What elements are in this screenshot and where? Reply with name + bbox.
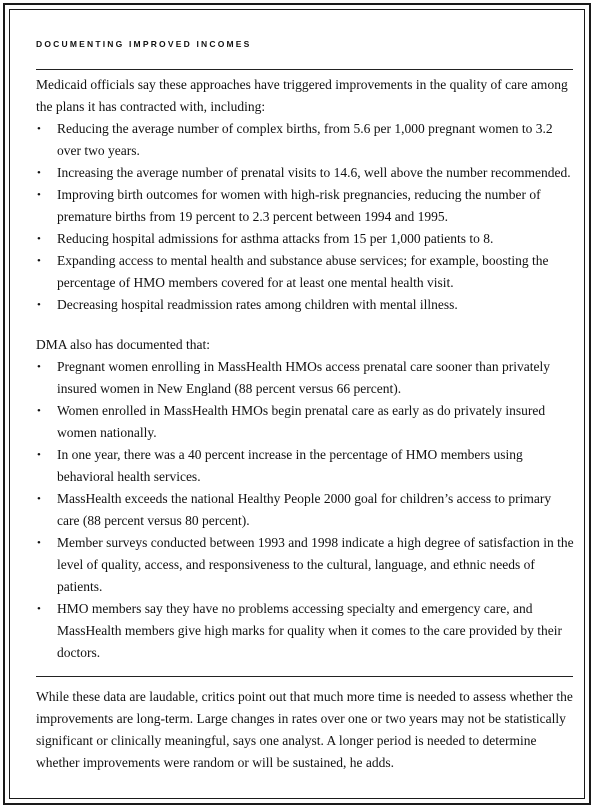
- bullet-icon: •: [37, 493, 41, 505]
- list-item: • Women enrolled in MassHealth HMOs begin prenatal care as early as do privately insured women nationally.: [36, 400, 576, 444]
- bullet-icon: •: [37, 233, 41, 245]
- list-item: • MassHealth exceeds the national Healthy People 2000 goal for children’s access to primary care (88 percent versus 80 percent).: [36, 488, 576, 532]
- bullet-icon: •: [37, 537, 41, 549]
- list-item: • Member surveys conducted between 1993 and 1998 indicate a high degree of satisfaction in the level of quality, access, and responsiveness to the cultural, language, and ethnic needs of patients.: [36, 532, 576, 598]
- top-divider: [36, 69, 573, 70]
- list-item: • Decreasing hospital readmission rates among children with mental illness.: [36, 294, 576, 316]
- closing-paragraph: While these data are laudable, critics point out that much more time is needed to assess whether the improvements are long-term. Large changes in rates over one or two years may not be statistically significant or clinically meaningful, says one analyst. A longer period is needed to determine whether improvements were random or will be sustained, he adds.: [36, 689, 573, 770]
- list-item: • Reducing hospital admissions for asthma attacks from 15 per 1,000 patients to 8.: [36, 228, 576, 250]
- documented-findings-list: [36, 356, 576, 664]
- list-item: • Increasing the average number of prenatal visits to 14.6, well above the number recommended.: [36, 162, 576, 184]
- list-item: • Expanding access to mental health and substance abuse services; for example, boosting the percentage of HMO members covered for at least one mental health visit.: [36, 250, 576, 294]
- list-item: • Pregnant women enrolling in MassHealth HMOs access prenatal care sooner than privately insured women in New England (88 percent versus 66 percent).: [36, 356, 576, 400]
- bottom-divider: [36, 676, 573, 677]
- improvements-list: [36, 118, 576, 316]
- bullet-icon: •: [37, 299, 41, 311]
- bullet-icon: •: [37, 255, 41, 267]
- bullet-icon: •: [37, 449, 41, 461]
- list-item: • HMO members say they have no problems accessing specialty and emergency care, and MassHealth members give high marks for quality when it comes to the care provided by their doctors.: [36, 598, 576, 664]
- bullet-icon: •: [37, 361, 41, 373]
- bullet-icon: •: [37, 603, 41, 615]
- bullet-icon: •: [37, 405, 41, 417]
- list-item: • In one year, there was a 40 percent increase in the percentage of HMO members using behavioral health services.: [36, 444, 576, 488]
- bullet-icon: •: [37, 189, 41, 201]
- intro-paragraph-1: Medicaid officials say these approaches have triggered improvements in the quality of care among the plans it has contracted with, including:: [36, 77, 568, 114]
- list-item: • Reducing the average number of complex births, from 5.6 per 1,000 pregnant women to 3.2 over two years.: [36, 118, 576, 162]
- sidebar-box: [9, 9, 585, 799]
- bullet-icon: •: [37, 123, 41, 135]
- bullet-icon: •: [37, 167, 41, 179]
- section-heading: DOCUMENTING IMPROVED INCOMES: [36, 39, 252, 49]
- list-item: • Improving birth outcomes for women with high-risk pregnancies, reducing the number of premature births from 19 percent to 2.3 percent between 1994 and 1995.: [36, 184, 576, 228]
- intro-paragraph-2: DMA also has documented that:: [36, 337, 210, 352]
